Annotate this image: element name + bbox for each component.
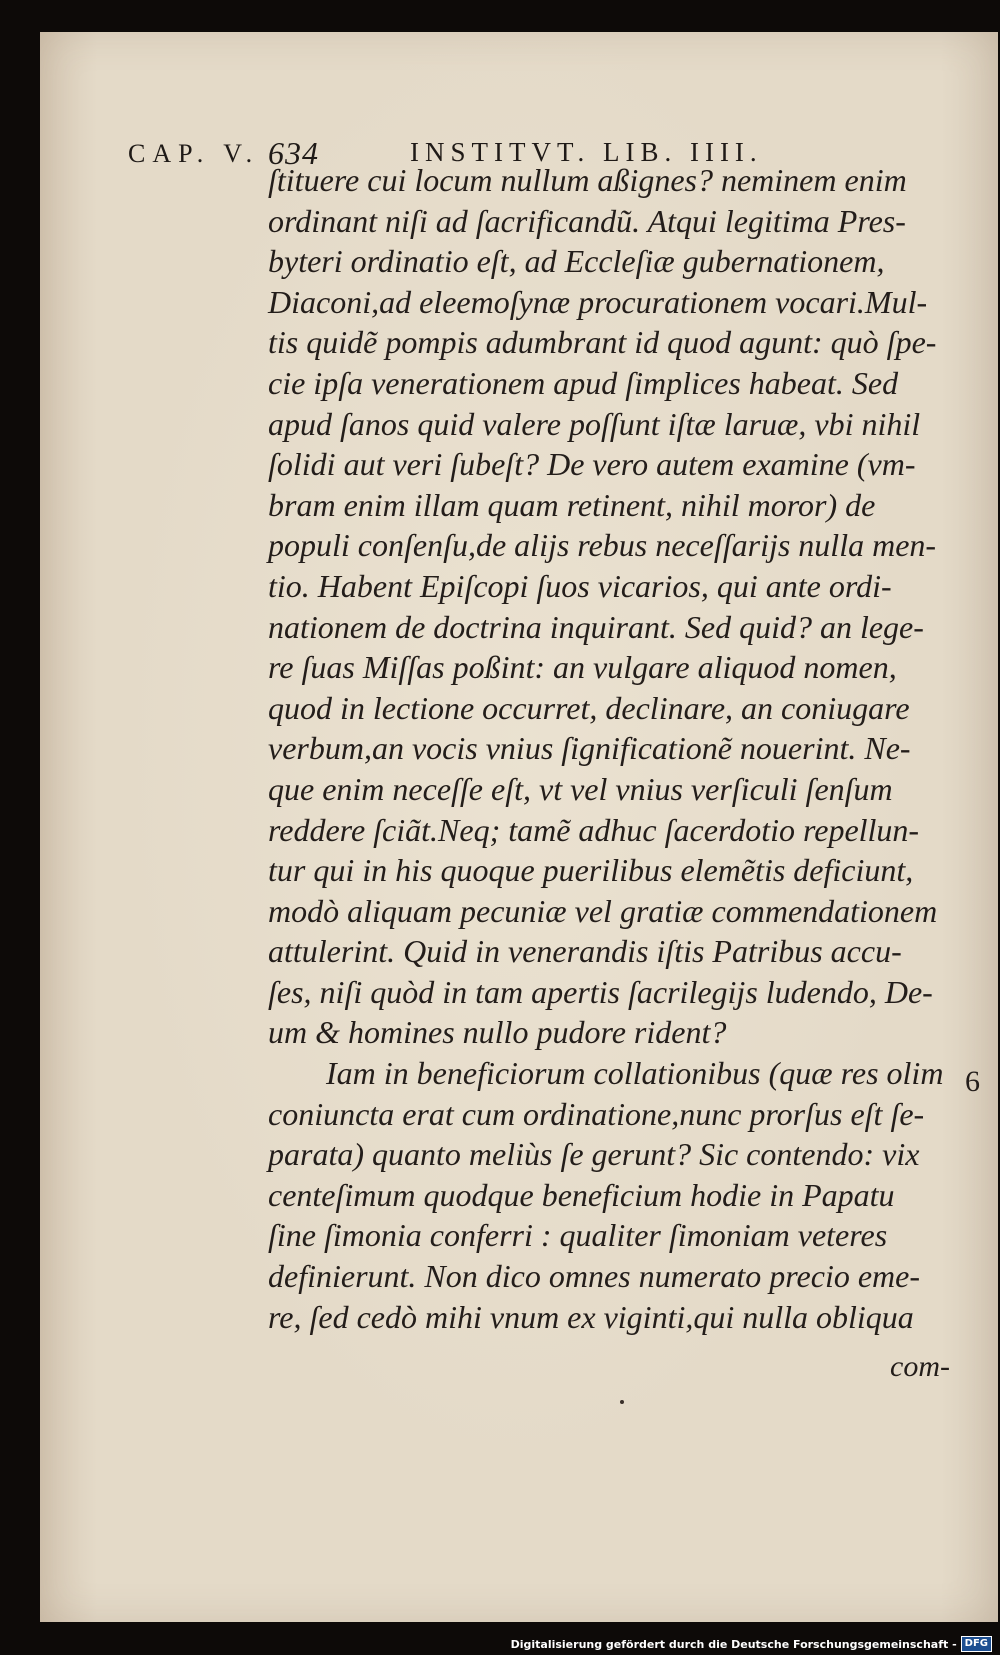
text-line: populi conſenſu,de alijs rebus neceſſarijs nulla men- xyxy=(268,527,937,564)
text-line: apud ſanos quid valere poſſunt iſtæ laruæ, vbi nihil xyxy=(268,405,921,442)
text-line: que enim neceſſe eſt, vt vel vnius verſiculi ſenſum xyxy=(268,770,893,807)
text-line: ſine ſimonia conferri : qualiter ſimoniam veteres xyxy=(268,1217,888,1254)
text-line: attulerint. Quid in venerandis iſtis Patribus accu- xyxy=(268,933,902,970)
text-line: ſes, niſi quòd in tam apertis ſacrilegijs ludendo, De- xyxy=(268,973,933,1010)
text-line: cie ipſa venerationem apud ſimplices habeat. Sed xyxy=(268,364,899,401)
text-line: centeſimum quodque beneficium hodie in Papatu xyxy=(268,1176,895,1213)
text-line: coniuncta erat cum ordinatione,nunc prorſus eſt ſe- xyxy=(268,1095,925,1132)
paper-speck xyxy=(620,1400,624,1404)
funding-footer xyxy=(511,1636,992,1652)
text-line: re ſuas Miſſas poßint: an vulgare aliquod nomen, xyxy=(268,649,897,686)
text-line: byteri ordinatio eſt, ad Eccleſiæ gubernationem, xyxy=(268,243,885,280)
text-line: ſtituere cui locum nullum aßignes? neminem enim xyxy=(268,162,907,198)
text-line: um & homines nullo pudore rident? xyxy=(268,1014,727,1051)
text-line: parata) quanto meliùs ſe gerunt? Sic contendo: vix xyxy=(268,1136,920,1173)
page-number: 634 xyxy=(268,135,319,171)
text-block xyxy=(268,160,944,1337)
text-line: ordinant niſi ad ſacrificandũ. Atqui legitima Pres- xyxy=(268,202,906,239)
text-line: bram enim illam quam retinent, nihil moror) de xyxy=(268,486,876,523)
text-line: ſolidi aut veri ſubeſt? De vero autem examine (vm- xyxy=(268,446,916,483)
chapter-label: CAP. V. xyxy=(128,139,260,168)
catchword: com- xyxy=(890,1350,950,1383)
paragraph-first-line: Iam in beneficiorum collationibus (quæ res olim xyxy=(326,1055,944,1092)
text-line: quod in lectione occurret, declinare, an coniugare xyxy=(268,689,910,726)
running-title: INSTITVT. LIB. IIII. xyxy=(410,137,763,167)
text-line: nationem de doctrina inquirant. Sed quid? an lege- xyxy=(268,608,924,645)
dfg-logo: DFG xyxy=(961,1636,992,1652)
text-line: reddere ſciãt.Neq; tamẽ adhuc ſacerdotio repellun- xyxy=(268,811,920,848)
funding-text: Digitalisierung gefördert durch die Deutsche Forschungsgemeinschaft - xyxy=(510,1637,957,1651)
text-line: Diaconi,ad eleemoſynæ procurationem vocari.Mul- xyxy=(268,283,928,320)
text-line: verbum,an vocis vnius ſignificationẽ nouerint. Ne- xyxy=(268,730,911,767)
marginal-section-number: 6 xyxy=(965,1065,980,1098)
text-line: re, ſed cedò mihi vnum ex viginti,qui nulla obliqua xyxy=(268,1298,914,1335)
text-line: modò aliquam pecuniæ vel gratiæ commendationem xyxy=(268,892,938,929)
text-line: definierunt. Non dico omnes numerato precio eme- xyxy=(268,1258,921,1295)
text-line: tur qui in his quoque puerilibus elemẽtis deficiunt, xyxy=(268,852,914,889)
text-line: tis quidẽ pompis adumbrant id quod agunt: quò ſpe- xyxy=(268,324,937,361)
text-line: tio. Habent Epiſcopi ſuos vicarios, qui ante ordi- xyxy=(268,567,892,604)
